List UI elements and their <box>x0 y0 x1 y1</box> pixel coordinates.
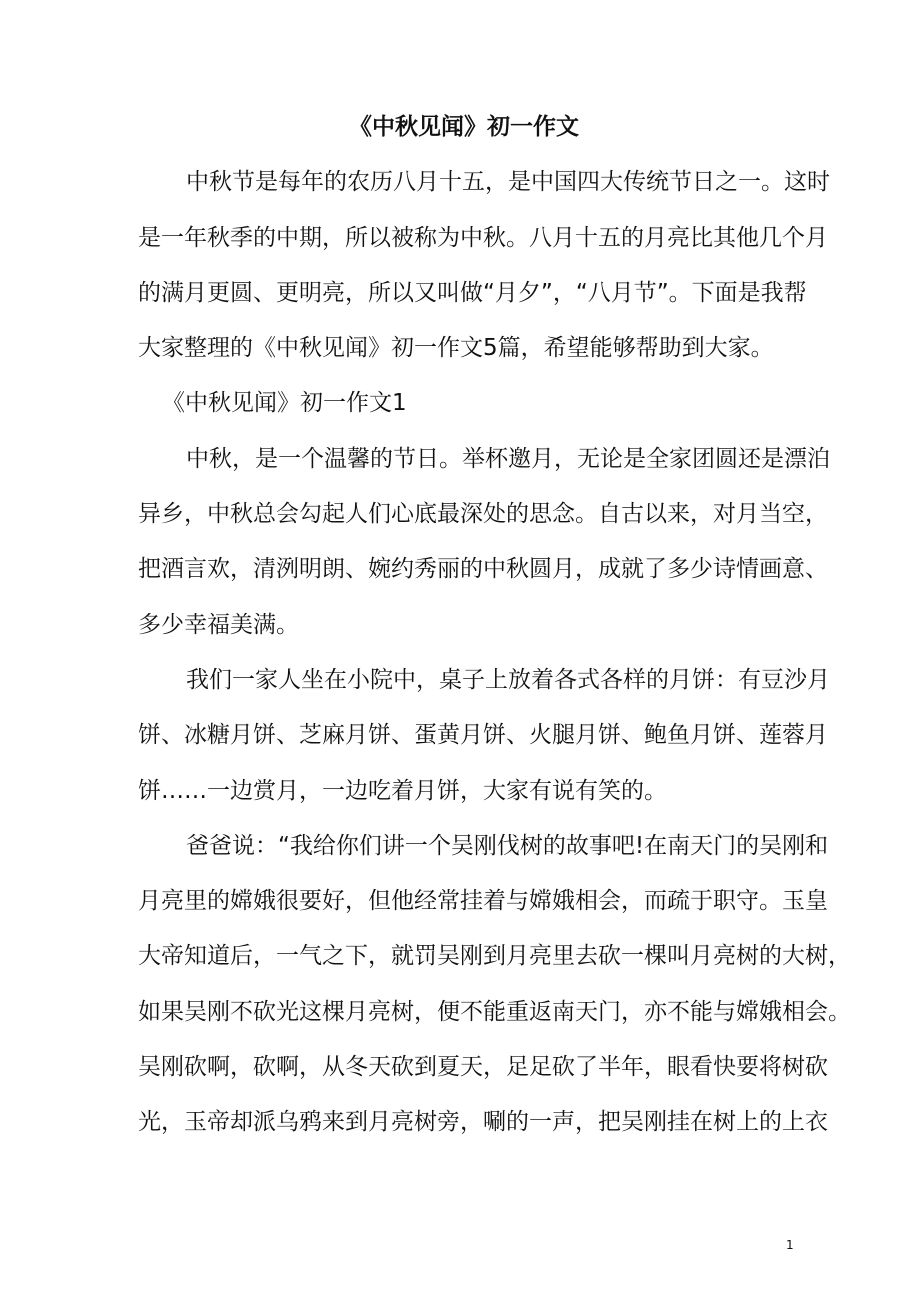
page-number: 1 <box>786 1238 794 1252</box>
text-line: 我们一家人坐在小院中，桌子上放着各式各样的月饼：有豆沙月 <box>186 666 830 693</box>
text-line: 吴刚砍啊，砍啊，从冬天砍到夏天，足足砍了半年，眼看快要将树砍 <box>138 1054 828 1081</box>
section-heading: 《中秋见闻》初一作文1 <box>162 390 407 417</box>
text-line: 中秋节是每年的农历八月十五，是中国四大传统节日之一。这时 <box>186 169 830 196</box>
text-line: 光，玉帝却派乌鸦来到月亮树旁，唰的一声，把吴刚挂在树上的上衣 <box>138 1109 828 1136</box>
document-title: 《中秋见闻》初一作文 <box>349 114 579 140</box>
text-line: 的满月更圆、更明亮，所以又叫做“月夕”，“八月节”。下面是我帮 <box>138 279 807 306</box>
document-page <box>138 100 851 1151</box>
text-line: 大帝知道后，一气之下，就罚吴刚到月亮里去砍一棵叫月亮树的大树， <box>138 943 851 970</box>
text-line: 饼、冰糖月饼、芝麻月饼、蛋黄月饼、火腿月饼、鲍鱼月饼、莲蓉月 <box>138 722 828 749</box>
text-line: 大家整理的《中秋见闻》初一作文5篇，希望能够帮助到大家。 <box>138 335 774 362</box>
text-line: 多少幸福美满。 <box>138 611 299 638</box>
text-line: 中秋，是一个温馨的节日。举杯邀月，无论是全家团圆还是漂泊 <box>186 445 830 472</box>
text-line: 异乡，中秋总会勾起人们心底最深处的思念。自古以来，对月当空， <box>138 501 828 528</box>
text-line: 饼……一边赏月，一边吃着月饼，大家有说有笑的。 <box>138 777 667 804</box>
text-line: 把酒言欢，清洌明朗、婉约秀丽的中秋圆月，成就了多少诗情画意、 <box>138 556 828 583</box>
text-line: 爸爸说：“我给你们讲一个吴刚伐树的故事吧!在南天门的吴刚和 <box>186 832 829 859</box>
text-line: 如果吴刚不砍光这棵月亮树，便不能重返南天门，亦不能与嫦娥相会。 <box>138 998 851 1025</box>
text-line: 月亮里的嫦娥很要好，但他经常挂着与嫦娥相会，而疏于职守。玉皇 <box>138 888 828 915</box>
text-line: 是一年秋季的中期，所以被称为中秋。八月十五的月亮比其他几个月 <box>138 224 828 251</box>
